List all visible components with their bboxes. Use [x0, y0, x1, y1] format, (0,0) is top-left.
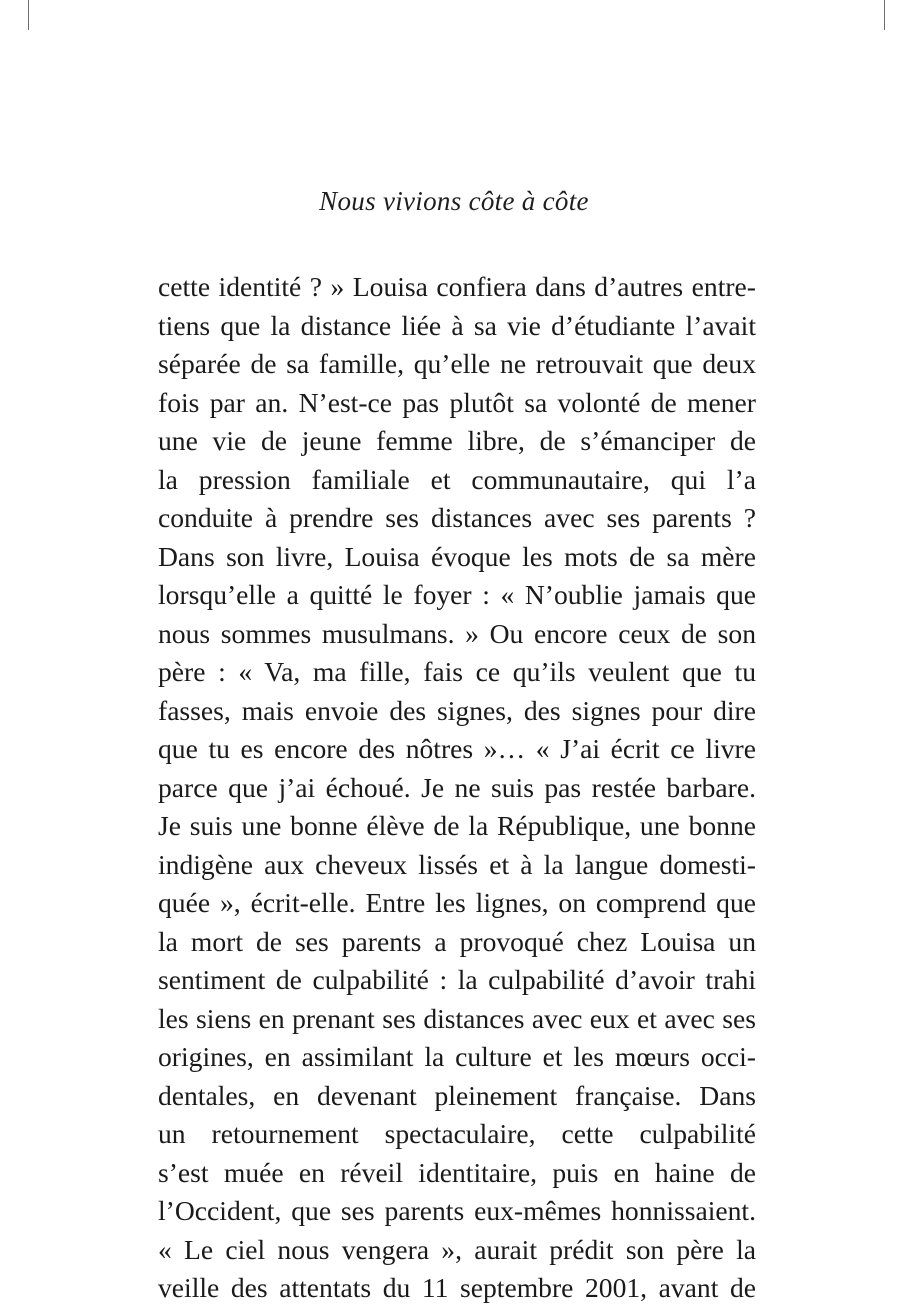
text-line: cette identité ? » Louisa confiera dans d’autres entre-	[158, 271, 756, 302]
text-line: conduite à prendre ses distances avec ses parents ?	[158, 502, 756, 533]
text-line: la mort de ses parents a provoqué chez Louisa un	[158, 925, 756, 957]
crop-mark-right	[884, 0, 885, 30]
text-line: père : « Va, ma fille, fais ce qu’ils veulent que tu	[158, 656, 756, 687]
text-line: que tu es encore des nôtres »… « J’ai écrit ce livre	[158, 733, 756, 764]
text-line: une vie de jeune femme libre, de s’émanciper de	[158, 425, 756, 456]
text-line: s’est muée en réveil identitaire, puis en haine de	[158, 1156, 756, 1188]
text-line: fasses, mais envoie des signes, des signes pour dire	[158, 694, 756, 726]
body-text	[158, 268, 756, 1303]
text-line: lorsqu’elle a quitté le foyer : « N’oublie jamais que	[158, 579, 756, 610]
running-head: Nous vivions côte à côte	[319, 186, 589, 216]
text-line: un retournement spectaculaire, cette culpabilité	[158, 1118, 756, 1149]
text-line: tiens que la distance liée à sa vie d’étudiante l’avait	[158, 309, 756, 341]
text-line: origines, en assimilant la culture et les mœurs occi-	[158, 1041, 756, 1072]
crop-mark-left	[28, 0, 29, 30]
text-line: les siens en prenant ses distances avec eux et avec ses	[158, 1002, 756, 1034]
text-line: sentiment de culpabilité : la culpabilité d’avoir trahi	[158, 964, 756, 995]
text-line-cut-off: veille des attentats du 11 septembre 2001, avant de	[158, 1272, 756, 1303]
text-line: quée », écrit-elle. Entre les lignes, on comprend que	[158, 887, 756, 918]
text-line: séparée de sa famille, qu’elle ne retrouvait que deux	[158, 348, 756, 379]
text-line: « Le ciel nous vengera », aurait prédit son père la	[158, 1233, 756, 1265]
text-line: parce que j’ai échoué. Je ne suis pas restée barbare.	[158, 771, 756, 803]
text-line: nous sommes musulmans. » Ou encore ceux de son	[158, 617, 756, 649]
text-line: Je suis une bonne élève de la République, une bonne	[158, 810, 756, 841]
text-line: la pression familiale et communautaire, qui l’a	[158, 463, 756, 495]
text-line: Dans son livre, Louisa évoque les mots de sa mère	[158, 540, 756, 572]
text-line: fois par an. N’est-ce pas plutôt sa volonté de mener	[158, 386, 756, 418]
text-line: l’Occident, que ses parents eux-mêmes honnissaient.	[158, 1195, 756, 1226]
text-line: indigène aux cheveux lissés et à la langue domesti-	[158, 848, 756, 880]
text-line: dentales, en devenant pleinement française. Dans	[158, 1079, 756, 1111]
